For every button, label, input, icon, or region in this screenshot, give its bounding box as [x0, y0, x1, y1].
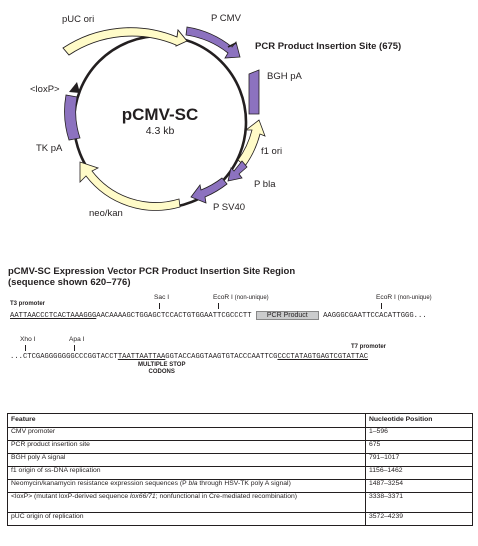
sequence-middle-2: GGTACCAGGTAAGTGTACCCAATTCG — [165, 353, 278, 361]
sequence-middle-1: AACAAAAGCTGGAGCTCCACTGTGGAATTCGCCCTT — [96, 312, 252, 320]
sequence-end-1: AAGGGCGAATTCCACATTGGG... — [323, 312, 427, 320]
map-name: pCMV-SC — [121, 105, 199, 124]
map-size: 4.3 kb — [145, 125, 175, 137]
feature-name: CMV promoter — [8, 428, 366, 441]
feature-header: Feature — [8, 414, 366, 428]
feature-position: 675 — [366, 441, 473, 454]
table-row — [8, 467, 473, 480]
label-p-cmv: P CMV — [211, 13, 241, 24]
t7-promoter-label: T7 promoter — [351, 344, 387, 350]
neo-kan-arrow — [80, 162, 180, 210]
table-row — [8, 513, 473, 526]
feature-name: <loxP> (mutant loxP-derived sequence lox66/71; nonfunctional in Cre-mediated recombination) — [8, 493, 366, 513]
feature-name: Neomycin/kanamycin resistance expression sequences (P bla through HSV-TK poly A signal) — [8, 480, 366, 493]
label-f1-ori: f1 ori — [261, 146, 283, 157]
label-bgh-pa: BGH pA — [267, 71, 302, 82]
t7-sequence: CCCTATAGTGAGTCGTATTAC — [277, 353, 369, 361]
puc-ori-segment — [63, 28, 187, 55]
table-row — [8, 493, 473, 513]
position-header: Nucleotide Position — [366, 414, 473, 428]
insertion-site-region — [8, 266, 474, 406]
table-row — [8, 454, 473, 467]
t3-promoter-label: T3 promoter — [10, 301, 46, 307]
label-puc-ori: pUC ori — [62, 14, 95, 25]
table-row — [8, 428, 473, 441]
stop-codon-sequence: TAATTAATTAA — [117, 353, 166, 361]
apa1-label: Apa I — [69, 336, 85, 343]
ecor1-label-b: EcoR I (non-unique) — [376, 294, 432, 301]
insertion-title-line-1: pCMV-SC Expression Vector PCR Product Insertion Site Region — [8, 266, 296, 277]
plasmid-map — [0, 0, 478, 260]
feature-position: 3572–4239 — [366, 513, 473, 526]
stop-codons-label: MULTIPLE STOP CODONS — [138, 362, 186, 375]
sequence-line-2 — [8, 336, 474, 386]
bgh-pa-segment — [249, 70, 259, 114]
f1-ori-arrow — [238, 120, 265, 166]
label-p-sv40: P SV40 — [213, 202, 246, 213]
feature-name: BGH poly A signal — [8, 454, 366, 467]
feature-position: 791–1017 — [366, 454, 473, 467]
sac1-label: Sac I — [154, 294, 170, 301]
feature-table-header — [8, 414, 473, 428]
feature-position: 1–596 — [366, 428, 473, 441]
label-insertion-site: PCR Product Insertion Site (675) — [255, 41, 402, 52]
p-sv40-arrow — [191, 178, 227, 203]
insertion-title-line-2: (sequence shown 620–776) — [8, 277, 131, 288]
ecor1-label-a: EcoR I (non-unique) — [213, 294, 269, 301]
sequence-start-2: ...CTCGAGGGGGGGCCCGGTACCT — [10, 353, 118, 361]
feature-position: 3338–3371 — [366, 493, 473, 513]
table-row — [8, 480, 473, 493]
sequence-text-2 — [10, 353, 368, 361]
label-p-bla: P bla — [254, 179, 276, 190]
label-neo-kan: neo/kan — [89, 208, 123, 219]
feature-name: pUC origin of replication — [8, 513, 366, 526]
sequence-text-1 — [10, 311, 427, 320]
feature-position: 1156–1462 — [366, 467, 473, 480]
table-row — [8, 441, 473, 454]
loxp-arrow — [69, 82, 80, 93]
pcr-product-box: PCR Product — [256, 311, 319, 320]
xho1-label: Xho I — [20, 336, 36, 343]
feature-position: 1487–3254 — [366, 480, 473, 493]
label-tk-pa: TK pA — [36, 143, 63, 154]
plasmid-map-diagram — [30, 13, 401, 219]
feature-table — [7, 413, 473, 526]
feature-name: f1 origin of ss-DNA replication — [8, 467, 366, 480]
label-loxp: <loxP> — [30, 84, 60, 95]
feature-name: PCR product insertion site — [8, 441, 366, 454]
t3-sequence: AATTAACCCTCACTAAAGGG — [10, 312, 97, 320]
p-bla-arrow — [228, 161, 247, 181]
